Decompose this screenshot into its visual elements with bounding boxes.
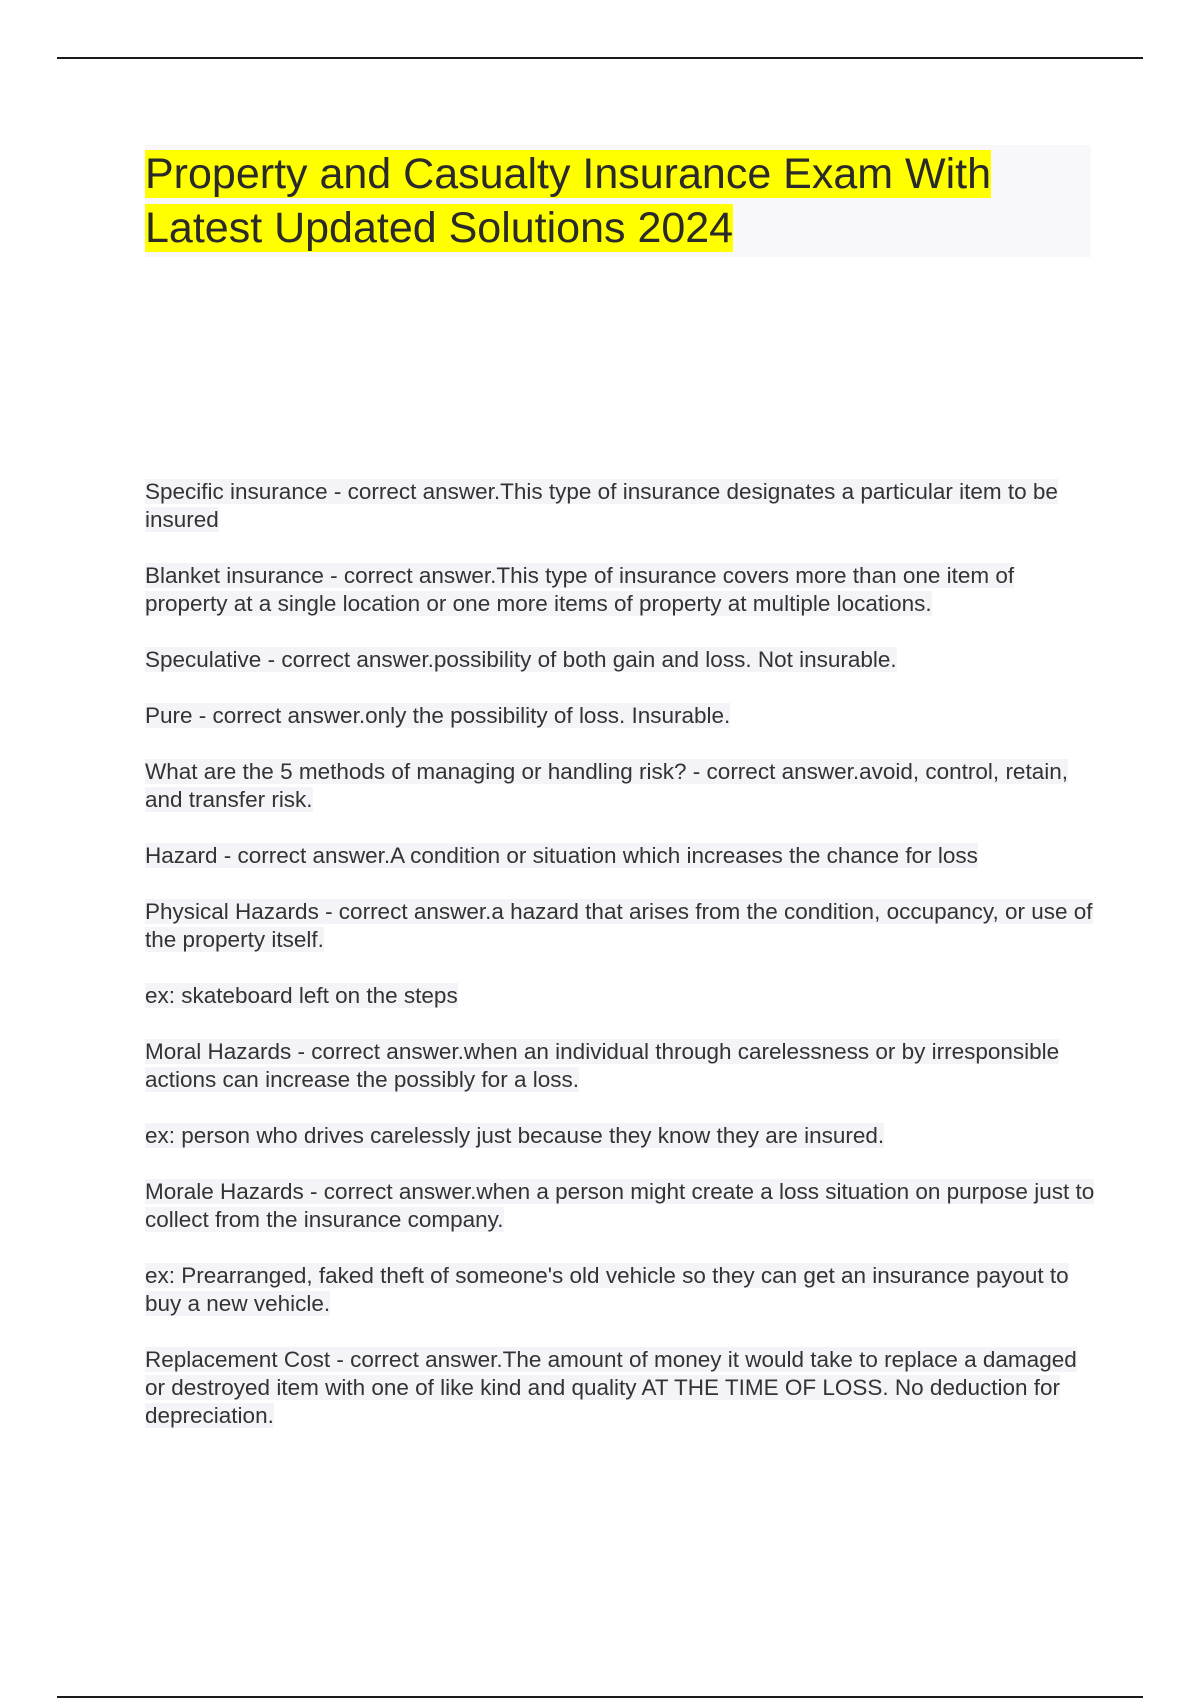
qa-entry [145, 1178, 1095, 1234]
qa-entry-text: Physical Hazards - correct answer.a hazard that arises from the condition, occupancy, or use of the property itself. [145, 899, 1093, 952]
qa-example [145, 1262, 1095, 1318]
qa-content [145, 478, 1095, 1458]
qa-entry-text: Morale Hazards - correct answer.when a person might create a loss situation on purpose just to collect from the insurance company. [145, 1179, 1095, 1232]
qa-entry-text: Hazard - correct answer.A condition or situation which increases the chance for loss [145, 843, 978, 868]
qa-entry [145, 562, 1095, 618]
qa-entry [145, 842, 1095, 870]
qa-example [145, 1122, 1095, 1150]
title-block [145, 145, 1091, 257]
qa-entry [145, 702, 1095, 730]
qa-entry [145, 478, 1095, 534]
qa-example-text: ex: person who drives carelessly just because they know they are insured. [145, 1123, 885, 1148]
top-rule [57, 57, 1143, 59]
document-title-text: Property and Casualty Insurance Exam With Latest Updated Solutions 2024 [145, 150, 992, 252]
qa-example [145, 982, 1095, 1010]
qa-entry-text: What are the 5 methods of managing or handling risk? - correct answer.avoid, control, retain, and transfer risk. [145, 759, 1068, 812]
qa-entry-text: Moral Hazards - correct answer.when an individual through carelessness or by irresponsible actions can increase the possibly for a loss. [145, 1039, 1060, 1092]
qa-entry-text: Blanket insurance - correct answer.This type of insurance covers more than one item of property at a single location or one more items of property at multiple locations. [145, 563, 1015, 616]
qa-entry [145, 646, 1095, 674]
qa-entry [145, 1038, 1095, 1094]
qa-entry-text: Speculative - correct answer.possibility of both gain and loss. Not insurable. [145, 647, 897, 672]
qa-entry [145, 1346, 1095, 1430]
qa-entry [145, 758, 1095, 814]
document-title [145, 145, 1091, 255]
qa-entry-text: Replacement Cost - correct answer.The amount of money it would take to replace a damaged or destroyed item with one of like kind and quality AT THE TIME OF LOSS. No deduction for depreciation. [145, 1347, 1077, 1428]
qa-entry [145, 898, 1095, 954]
qa-entry-text: Pure - correct answer.only the possibility of loss. Insurable. [145, 703, 731, 728]
qa-example-text: ex: Prearranged, faked theft of someone's old vehicle so they can get an insurance payout to buy a new vehicle. [145, 1263, 1069, 1316]
bottom-rule [57, 1696, 1143, 1698]
qa-example-text: ex: skateboard left on the steps [145, 983, 458, 1008]
qa-entry-text: Specific insurance - correct answer.This type of insurance designates a particular item to be insured [145, 479, 1058, 532]
